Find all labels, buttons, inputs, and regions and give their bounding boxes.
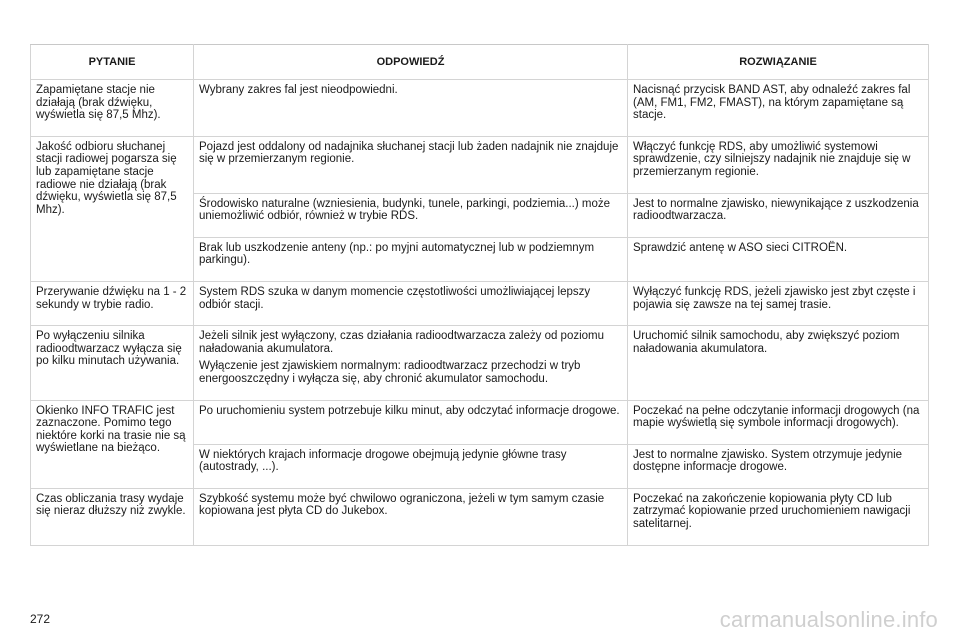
answer-cell: Środowisko naturalne (wzniesienia, budynki, tunele, parkingi, podziemia...) może uniemożliwić odbiór, również w trybie RDS. bbox=[194, 193, 628, 237]
table-row bbox=[31, 488, 929, 545]
solution-cell: Nacisnąć przycisk BAND AST, aby odnaleźć zakres fal (AM, FM1, FM2, FMAST), na którym zapamiętane są stacje. bbox=[628, 80, 929, 137]
solution-cell: Jest to normalne zjawisko, niewynikające z uszkodzenia radioodtwarzacza. bbox=[628, 193, 929, 237]
answer-cell: Brak lub uszkodzenie anteny (np.: po myjni automatycznej lub w podziemnym parkingu). bbox=[194, 237, 628, 281]
answer-cell: Pojazd jest oddalony od nadajnika słuchanej stacji lub żaden nadajnik nie znajduje się w przemierzanym regionie. bbox=[194, 136, 628, 193]
question-cell: Okienko INFO TRAFIC jest zaznaczone. Pomimo tego niektóre korki na trasie nie są wyświetlane na bieżąco. bbox=[31, 400, 194, 488]
solution-cell: Poczekać na zakończenie kopiowania płyty CD lub zatrzymać kopiowanie przed uruchomieniem nawigacji satelitarnej. bbox=[628, 488, 929, 545]
question-cell: Przerywanie dźwięku na 1 - 2 sekundy w trybie radio. bbox=[31, 281, 194, 325]
table-row bbox=[31, 80, 929, 137]
header-solution: ROZWIĄZANIE bbox=[628, 45, 929, 80]
question-cell: Czas obliczania trasy wydaje się nieraz dłuższy niż zwykle. bbox=[31, 488, 194, 545]
solution-cell: Włączyć funkcję RDS, aby umożliwić systemowi sprawdzenie, czy silniejszy nadajnik nie znajduje się w przemierzanym regionie. bbox=[628, 136, 929, 193]
table-header-row bbox=[31, 45, 929, 80]
answer-cell: Po uruchomieniu system potrzebuje kilku minut, aby odczytać informacje drogowe. bbox=[194, 400, 628, 444]
solution-cell: Jest to normalne zjawisko. System otrzymuje jedynie dostępne informacje drogowe. bbox=[628, 444, 929, 488]
manual-page bbox=[30, 44, 928, 546]
question-cell: Zapamiętane stacje nie działają (brak dźwięku, wyświetla się 87,5 Mhz). bbox=[31, 80, 194, 137]
question-cell: Po wyłączeniu silnika radioodtwarzacz wyłącza się po kilku minutach używania. bbox=[31, 326, 194, 400]
watermark: carmanualsonline.info bbox=[719, 607, 938, 632]
answer-cell: W niektórych krajach informacje drogowe obejmują jedynie główne trasy (autostrady, ...). bbox=[194, 444, 628, 488]
solution-cell: Poczekać na pełne odczytanie informacji drogowych (na mapie wyświetlą się symbole informacji drogowych). bbox=[628, 400, 929, 444]
solution-cell: Sprawdzić antenę w ASO sieci CITROËN. bbox=[628, 237, 929, 281]
solution-cell: Wyłączyć funkcję RDS, jeżeli zjawisko jest zbyt częste i pojawia się zawsze na tej samej trasie. bbox=[628, 281, 929, 325]
answer-cell: Szybkość systemu może być chwilowo ograniczona, jeżeli w tym samym czasie kopiowana jest płyta CD do Jukebox. bbox=[194, 488, 628, 545]
table-row bbox=[31, 281, 929, 325]
table-row bbox=[31, 136, 929, 193]
answer-paragraph: Jeżeli silnik jest wyłączony, czas działania radioodtwarzacza zależy od poziomu naładowania akumulatora. bbox=[199, 330, 605, 355]
table-row bbox=[31, 326, 929, 400]
answer-cell: System RDS szuka w danym momencie częstotliwości umożliwiającej lepszy odbiór stacji. bbox=[194, 281, 628, 325]
answer-cell: Wybrany zakres fal jest nieodpowiedni. bbox=[194, 80, 628, 137]
header-answer: ODPOWIEDŹ bbox=[194, 45, 628, 80]
troubleshooting-table bbox=[30, 44, 929, 546]
answer-cell bbox=[194, 326, 628, 400]
header-question: PYTANIE bbox=[31, 45, 194, 80]
solution-cell: Uruchomić silnik samochodu, aby zwiększyć poziom naładowania akumulatora. bbox=[628, 326, 929, 400]
page-number: 272 bbox=[30, 612, 51, 626]
answer-paragraph: Wyłączenie jest zjawiskiem normalnym: radioodtwarzacz przechodzi w tryb energooszczędny i wyłącza się, aby chronić akumulator samochodu. bbox=[199, 360, 581, 385]
question-cell: Jakość odbioru słuchanej stacji radiowej pogarsza się lub zapamiętane stacje radiowe nie działają (brak dźwięku, wyświetla się 87,5 Mhz). bbox=[31, 136, 194, 281]
table-row bbox=[31, 400, 929, 444]
